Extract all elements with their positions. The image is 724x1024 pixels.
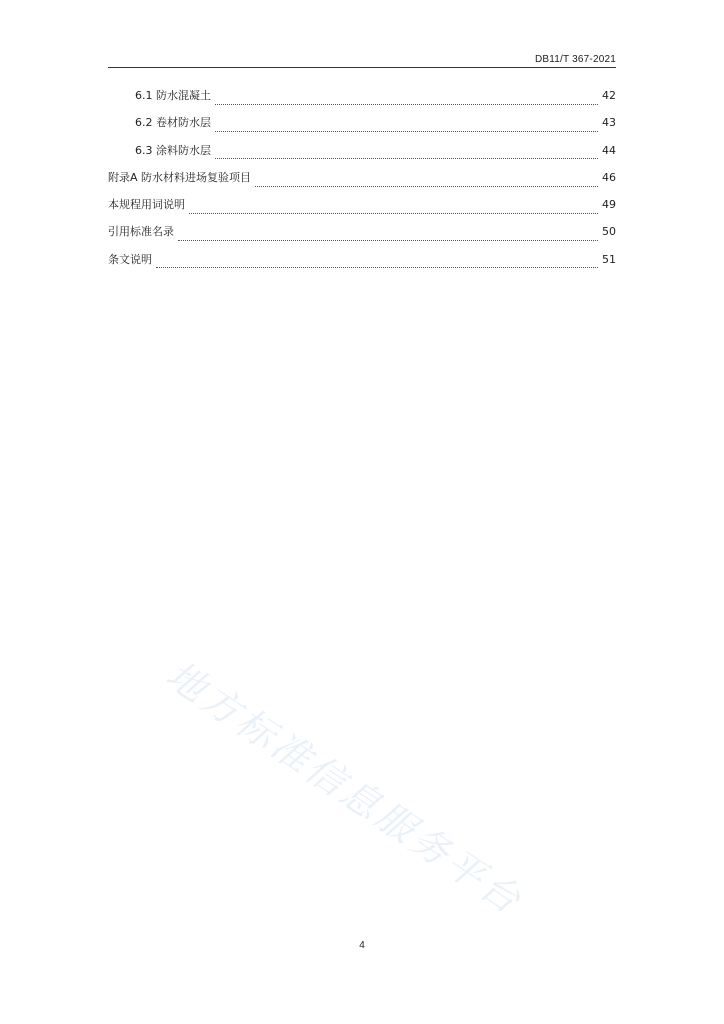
toc-entry-label: 本规程用词说明 xyxy=(108,198,185,212)
toc-entry[interactable] xyxy=(108,168,616,195)
toc-leader-dots xyxy=(178,239,598,241)
toc-leader-dots xyxy=(215,157,598,159)
toc-entry-label: 引用标准名录 xyxy=(108,225,174,239)
toc-entry[interactable] xyxy=(108,113,616,140)
page-number: 4 xyxy=(359,940,365,951)
toc-entry-page: 42 xyxy=(602,89,616,102)
toc-leader-dots xyxy=(156,266,598,268)
toc-entry-page: 46 xyxy=(602,170,616,184)
toc-entry[interactable] xyxy=(108,141,616,168)
toc-entry[interactable] xyxy=(108,250,616,277)
toc-leader-dots xyxy=(215,103,598,105)
toc-entry-page: 44 xyxy=(602,143,616,157)
toc-leader-dots xyxy=(215,130,598,132)
header-divider xyxy=(108,67,616,68)
toc-entry-label: 条文说明 xyxy=(108,252,152,266)
toc-entry-label: 附录A 防水材料进场复验项目 xyxy=(108,170,252,184)
toc-entry-label: 6.1 防水混凝土 xyxy=(135,89,211,102)
toc-entry-page: 43 xyxy=(602,116,616,130)
table-of-contents xyxy=(108,86,616,277)
toc-entry[interactable] xyxy=(108,222,616,249)
toc-entry[interactable] xyxy=(108,195,616,222)
toc-entry-label: 6.2 卷材防水层 xyxy=(135,116,211,130)
toc-entry[interactable] xyxy=(108,86,616,113)
watermark-text: 地方标准信息服务平台 xyxy=(158,652,532,924)
toc-entry-label: 6.3 涂料防水层 xyxy=(135,143,211,157)
document-code: DB11/T 367-2021 xyxy=(534,54,616,65)
toc-leader-dots xyxy=(255,185,598,187)
toc-entry-page: 50 xyxy=(602,225,616,239)
toc-entry-page: 51 xyxy=(602,252,616,266)
toc-entry-page: 49 xyxy=(602,198,616,212)
toc-leader-dots xyxy=(189,212,598,214)
